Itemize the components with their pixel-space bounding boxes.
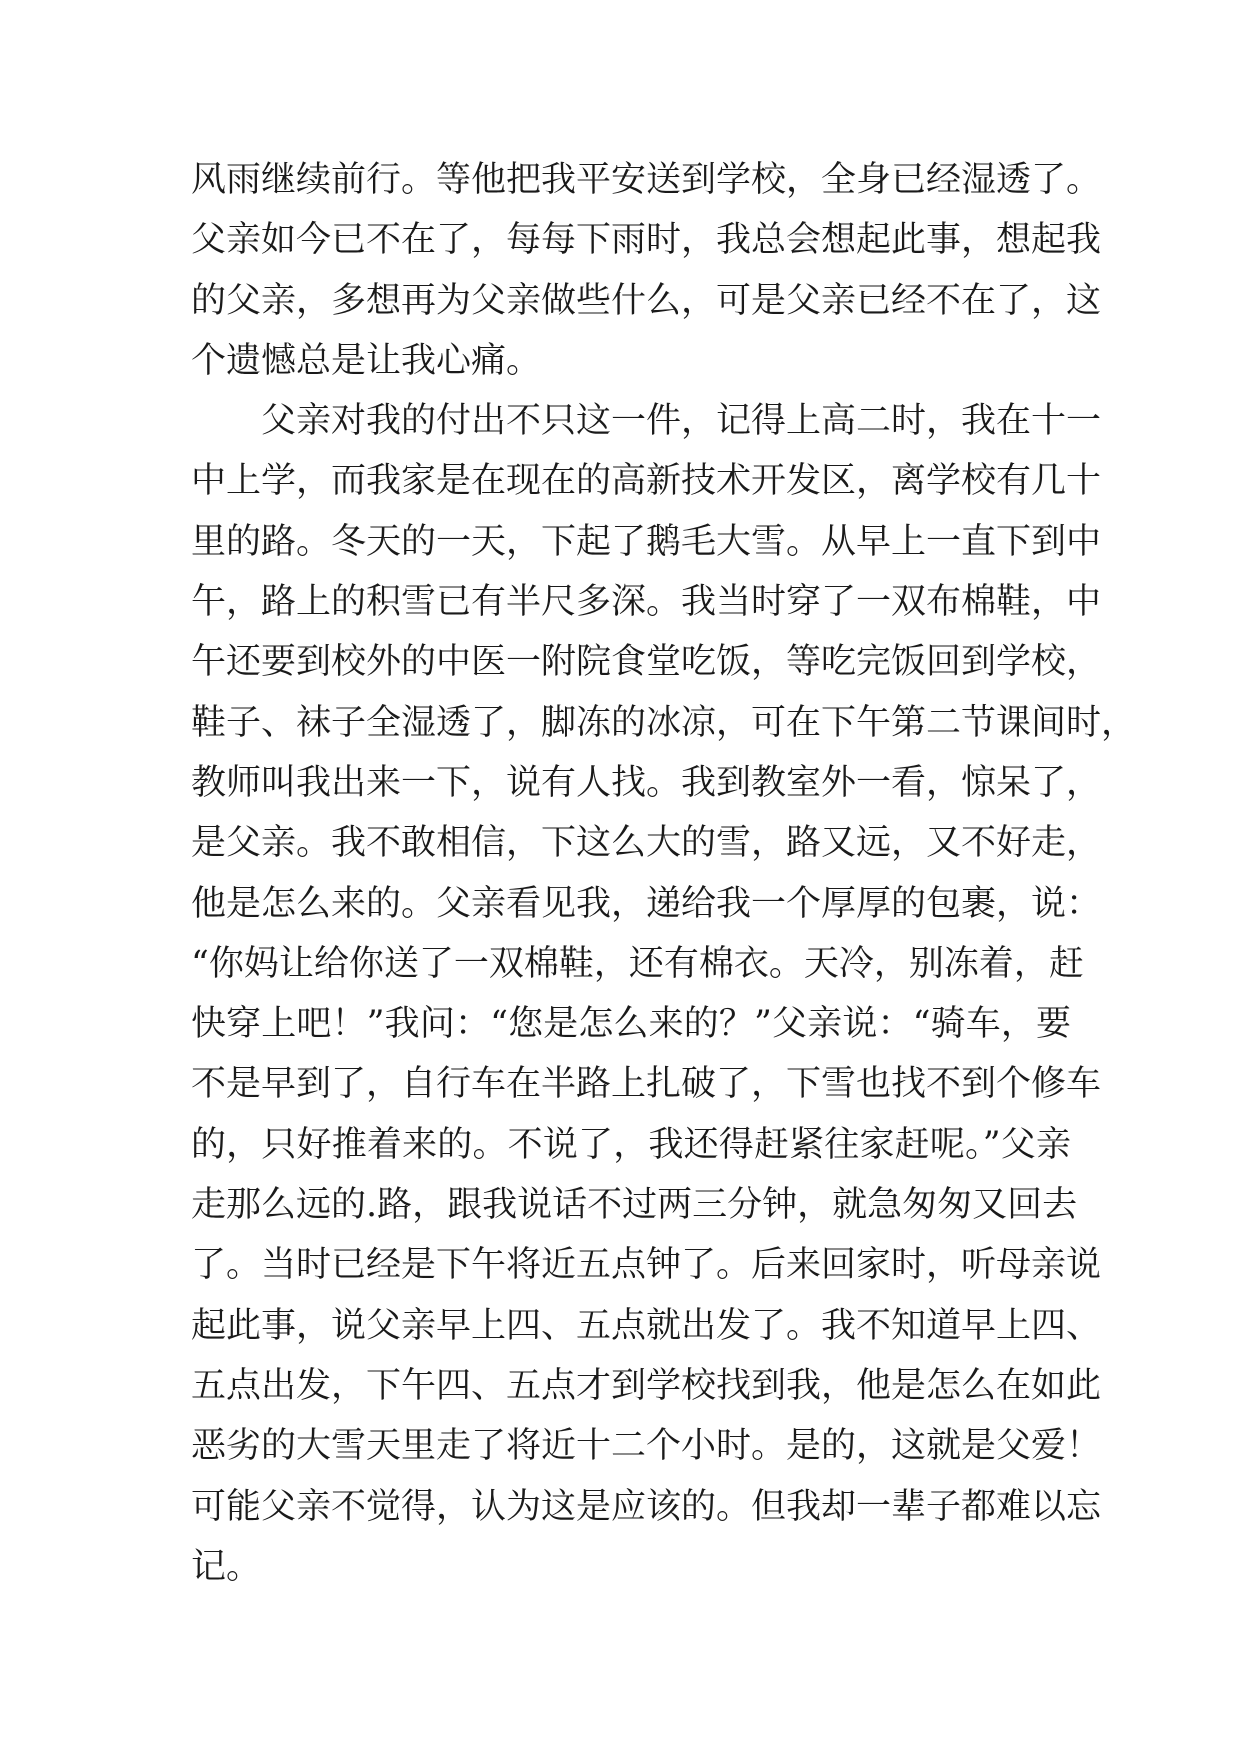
text-line: 中上学，而我家是在现在的高新技术开发区，离学校有几十: [191, 461, 1102, 502]
document-body: [191, 160, 1137, 1607]
text-line: 午，路上的积雪已有半尺多深。我当时穿了一双布棉鞋，中: [191, 582, 1102, 623]
text-line: 教师叫我出来一下，说有人找。我到教室外一看，惊呆了，: [191, 762, 1102, 803]
text-line: 走那么远的.路，跟我说话不过两三分钟，就急匆匆又回去: [191, 1185, 1078, 1226]
text-line: 父亲对我的付出不只这一件，记得上高二时，我在十一: [261, 401, 1102, 442]
text-line: 五点出发，下午四、五点才到学校找到我，他是怎么在如此: [191, 1365, 1102, 1406]
text-line: 不是早到了，自行车在半路上扎破了，下雪也找不到个修车: [191, 1064, 1102, 1105]
text-line: 恶劣的大雪天里走了将近十二个小时。是的，这就是父爱！: [191, 1426, 1102, 1467]
text-line: 的父亲，多想再为父亲做些什么，可是父亲已经不在了，这: [191, 280, 1102, 321]
text-line: 是父亲。我不敢相信，下这么大的雪，路又远，又不好走，: [191, 823, 1102, 864]
text-line: 鞋子、袜子全湿透了，脚冻的冰凉，可在下午第二节课间时，: [191, 702, 1137, 743]
text-line: 快穿上吧！”我问：“您是怎么来的？”父亲说：“骑车，要: [191, 1004, 1071, 1045]
text-line: 记。: [191, 1546, 262, 1587]
text-line: 他是怎么来的。父亲看见我，递给我一个厚厚的包裹，说：: [191, 883, 1102, 924]
text-line: 个遗憾总是让我心痛。: [191, 340, 542, 381]
text-line: 午还要到校外的中医一附院食堂吃饭，等吃完饭回到学校，: [191, 642, 1102, 683]
text-line: 里的路。冬天的一天，下起了鹅毛大雪。从早上一直下到中: [191, 521, 1102, 562]
text-line: “你妈让给你送了一双棉鞋，还有棉衣。天冷，别冻着，赶: [191, 943, 1084, 984]
text-line: 可能父亲不觉得，认为这是应该的。但我却一辈子都难以忘: [191, 1486, 1102, 1527]
text-line: 起此事，说父亲早上四、五点就出发了。我不知道早上四、: [191, 1305, 1102, 1346]
text-line: 了。当时已经是下午将近五点钟了。后来回家时，听母亲说: [191, 1245, 1102, 1286]
text-line: 父亲如今已不在了，每每下雨时，我总会想起此事，想起我: [191, 220, 1102, 261]
text-line: 的，只好推着来的。不说了，我还得赶紧往家赶呢。”父亲: [191, 1124, 1071, 1165]
text-line: 风雨继续前行。等他把我平安送到学校，全身已经湿透了。: [191, 160, 1102, 200]
